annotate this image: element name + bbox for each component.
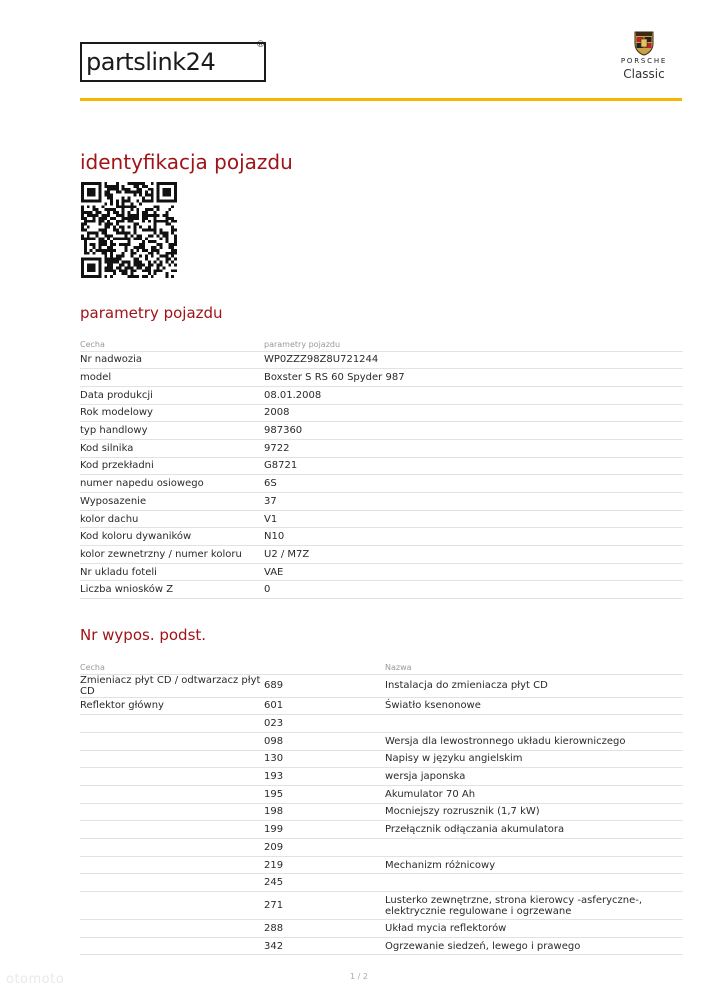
column-header: Cecha (80, 334, 264, 351)
watermark: otomoto (6, 972, 65, 987)
table-row (80, 439, 683, 457)
table-cell (80, 715, 264, 733)
table-cell (80, 839, 264, 857)
column-header (264, 657, 385, 674)
table-cell: Zmieniacz płyt CD / odtwarzacz płyt CD (80, 674, 264, 697)
table-cell: WP0ZZZ98Z8U721244 (264, 351, 683, 369)
table-cell: Układ mycia reflektorów (385, 920, 683, 938)
partslink24-logo (80, 42, 266, 82)
table-cell: Wersja dla lewostronnego układu kierowniczego (385, 732, 683, 750)
porsche-crest-icon (633, 30, 655, 56)
page-number: 1 / 2 (350, 972, 368, 981)
table-row (80, 768, 683, 786)
table-cell: U2 / M7Z (264, 546, 683, 564)
table-row (80, 856, 683, 874)
base-equipment-title: Nr wypos. podst. (80, 626, 207, 644)
table-row (80, 803, 683, 821)
table-cell: 209 (264, 839, 385, 857)
table-cell: Nr ukladu foteli (80, 563, 264, 581)
column-header: Nazwa (385, 657, 683, 674)
column-header: parametry pojazdu (264, 334, 683, 351)
table-cell (385, 715, 683, 733)
table-row (80, 839, 683, 857)
table-row (80, 510, 683, 528)
table-cell (80, 768, 264, 786)
table-cell (80, 920, 264, 938)
table-cell: 098 (264, 732, 385, 750)
table-cell (80, 821, 264, 839)
table-cell: 130 (264, 750, 385, 768)
table-row (80, 750, 683, 768)
table-cell (80, 856, 264, 874)
table-row (80, 404, 683, 422)
table-row (80, 546, 683, 564)
table-row (80, 892, 683, 920)
classic-label: Classic (623, 67, 665, 81)
table-row (80, 457, 683, 475)
table-row (80, 937, 683, 955)
table-cell: Światło ksenonowe (385, 697, 683, 715)
table-cell (80, 750, 264, 768)
table-cell (385, 874, 683, 892)
table-cell: 271 (264, 892, 385, 920)
table-row (80, 563, 683, 581)
table-row (80, 715, 683, 733)
table-cell: numer napedu osiowego (80, 475, 264, 493)
table-cell: 219 (264, 856, 385, 874)
page-title: identyfikacja pojazdu (80, 150, 293, 174)
table-cell: kolor zewnetrzny / numer koloru (80, 546, 264, 564)
table-cell: G8721 (264, 457, 683, 475)
registered-mark: ® (256, 40, 265, 50)
qr-code-icon (80, 182, 178, 278)
table-row (80, 732, 683, 750)
table-cell: Przełącznik odłączania akumulatora (385, 821, 683, 839)
header-divider (80, 98, 682, 101)
table-row (80, 785, 683, 803)
table-cell (80, 803, 264, 821)
table-cell: Data produkcji (80, 386, 264, 404)
table-row (80, 369, 683, 387)
table-cell (385, 839, 683, 857)
table-cell: typ handlowy (80, 422, 264, 440)
table-cell (80, 732, 264, 750)
table-row (80, 351, 683, 369)
table-row (80, 386, 683, 404)
table-cell: Instalacja do zmieniacza płyt CD (385, 674, 683, 697)
vehicle-params-title: parametry pojazdu (80, 304, 223, 322)
table-cell: 0 (264, 581, 683, 599)
table-row (80, 493, 683, 511)
vehicle-params-table (80, 334, 683, 599)
table-cell: Napisy w języku angielskim (385, 750, 683, 768)
column-header: Cecha (80, 657, 264, 674)
table-cell: 37 (264, 493, 683, 511)
table-cell: 288 (264, 920, 385, 938)
table-cell: Mocniejszy rozrusznik (1,7 kW) (385, 803, 683, 821)
table-cell: Kod koloru dywaników (80, 528, 264, 546)
table-row (80, 475, 683, 493)
table-cell: 245 (264, 874, 385, 892)
table-cell: VAE (264, 563, 683, 581)
table-cell: Rok modelowy (80, 404, 264, 422)
logo-text: partslink24 (86, 48, 216, 76)
table-cell: V1 (264, 510, 683, 528)
table-cell: 199 (264, 821, 385, 839)
table-cell: 198 (264, 803, 385, 821)
table-cell: 08.01.2008 (264, 386, 683, 404)
table-cell: 601 (264, 697, 385, 715)
table-cell: 342 (264, 937, 385, 955)
table-cell: Boxster S RS 60 Spyder 987 (264, 369, 683, 387)
table-cell: 2008 (264, 404, 683, 422)
table-cell: N10 (264, 528, 683, 546)
table-cell: Kod silnika (80, 439, 264, 457)
table-row (80, 697, 683, 715)
table-cell: 195 (264, 785, 385, 803)
table-row (80, 528, 683, 546)
table-row (80, 920, 683, 938)
table-cell: Liczba wniosków Z (80, 581, 264, 599)
table-cell: 987360 (264, 422, 683, 440)
table-row (80, 874, 683, 892)
table-cell (80, 892, 264, 920)
table-cell (80, 874, 264, 892)
table-header-row (80, 334, 683, 351)
table-row (80, 581, 683, 599)
table-cell (80, 785, 264, 803)
table-cell: Ogrzewanie siedzeń, lewego i prawego (385, 937, 683, 955)
table-cell: wersja japonska (385, 768, 683, 786)
base-equipment-table (80, 657, 683, 955)
table-cell: 193 (264, 768, 385, 786)
table-row (80, 674, 683, 697)
table-cell: 6S (264, 475, 683, 493)
table-cell: 023 (264, 715, 385, 733)
table-cell: kolor dachu (80, 510, 264, 528)
porsche-wordmark: PORSCHE (620, 57, 668, 65)
table-cell: 689 (264, 674, 385, 697)
table-cell: Lusterko zewnętrzne, strona kierowcy -asferyczne-, elektrycznie regulowane i ogrzewane (385, 892, 683, 920)
table-cell: Mechanizm różnicowy (385, 856, 683, 874)
page-header (0, 0, 718, 100)
table-cell (80, 937, 264, 955)
table-cell: Nr nadwozia (80, 351, 264, 369)
table-cell: Wyposazenie (80, 493, 264, 511)
porsche-classic-logo (608, 30, 680, 81)
table-cell: model (80, 369, 264, 387)
table-header-row (80, 657, 683, 674)
table-cell: Kod przekładni (80, 457, 264, 475)
table-cell: Reflektor główny (80, 697, 264, 715)
table-cell: Akumulator 70 Ah (385, 785, 683, 803)
table-row (80, 821, 683, 839)
table-cell: 9722 (264, 439, 683, 457)
table-row (80, 422, 683, 440)
